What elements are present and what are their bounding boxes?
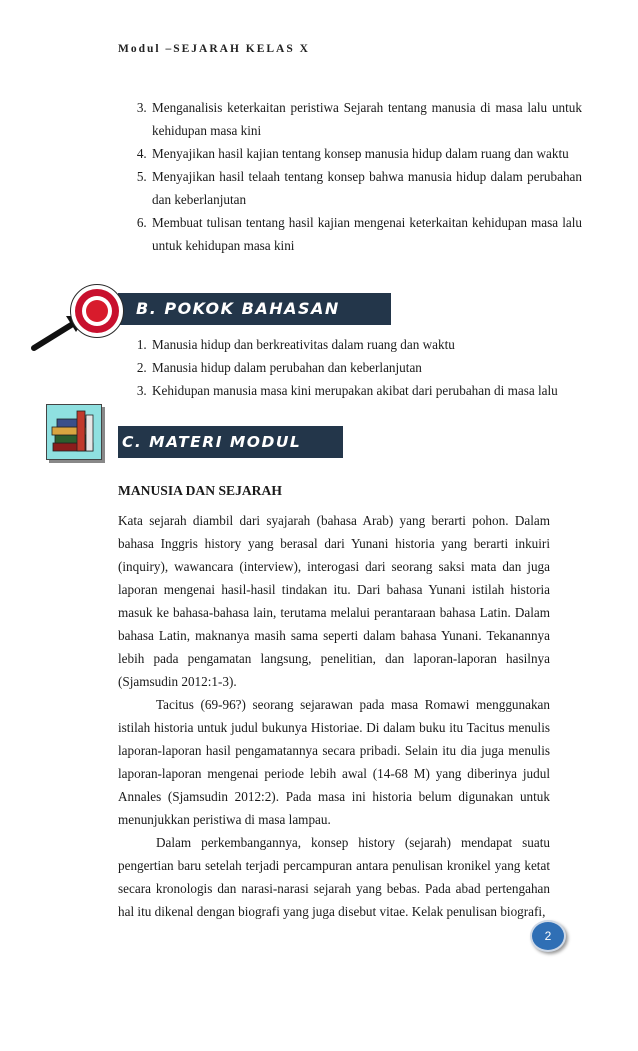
section-b-heading: B. POKOK BAHASAN: [118, 293, 391, 325]
topics-list: [118, 333, 582, 402]
section-c-heading: C. MATERI MODUL: [118, 426, 343, 458]
paragraph: Tacitus (69-96?) seorang sejarawan pada masa Romawi menggunakan istilah historia untuk judul bukunya Historiae. Di dalam buku itu Tacitus menulis laporan-laporan hasil pengamatannya secara pribadi. Selain itu dia juga menulis laporan-laporan mengenai periode lebih awal (14-68 M) yang diberinya judul Annales (Sjamsudin 2012:2). Pada masa ini historia belum digunakan untuk menunjukkan peristiwa di masa lampau.: [118, 697, 550, 827]
list-item: 4. Menyajikan hasil kajian tentang konsep manusia hidup dalam ruang dan waktu: [150, 142, 582, 165]
books-icon: [46, 404, 102, 460]
list-item: 3. Kehidupan manusia masa kini merupakan akibat dari perubahan di masa lalu: [150, 379, 582, 402]
target-icon: [70, 284, 124, 338]
page-number: 2: [530, 920, 566, 952]
objectives-list: [118, 96, 582, 257]
article-body: [118, 509, 550, 923]
paragraph: Dalam perkembangannya, konsep history (sejarah) mendapat suatu pengertian baru setelah terjadi percampuran antara penulisan kronikel yang ketat secara kronologis dan narasi-narasi sejarah yang bebas. Pada abad pertengahan hal itu dikenal dengan biografi yang juga disebut vitae. Kelak penulisan biografi,: [118, 835, 550, 919]
list-item: 1. Manusia hidup dan berkreativitas dalam ruang dan waktu: [150, 333, 582, 356]
paragraph: Kata sejarah diambil dari syajarah (bahasa Arab) yang berarti pohon. Dalam bahasa Inggris history yang berasal dari Yunani historia yang berarti inkuiri (inquiry), wawancara (interview), interogasi dari seorang saksi mata dan juga laporan mengenai hasil-hasil tindakan itu. Dari bahasa Yunani istilah historia masuk ke bahasa-bahasa lain, terutama melalui perantaraan bahasa Latin. Dalam bahasa Latin, maknanya masih sama seperti dalam bahasa Yunani. Tekanannya lebih pada pengamatan langsung, penelitian, dan laporan-laporan hasilnya (Sjamsudin 2012:1-3).: [118, 513, 550, 689]
module-header: Modul –SEJARAH KELAS X: [118, 43, 310, 55]
list-item: 6. Membuat tulisan tentang hasil kajian mengenai keterkaitan kehidupan masa lalu untuk kehidupan masa kini: [150, 211, 582, 257]
list-item: 2. Manusia hidup dalam perubahan dan keberlanjutan: [150, 356, 582, 379]
list-item: 3. Menganalisis keterkaitan peristiwa Sejarah tentang manusia di masa lalu untuk kehidupan masa kini: [150, 96, 582, 142]
list-item: 5. Menyajikan hasil telaah tentang konsep bahwa manusia hidup dalam perubahan dan keberlanjutan: [150, 165, 582, 211]
article-title: MANUSIA DAN SEJARAH: [118, 483, 282, 498]
